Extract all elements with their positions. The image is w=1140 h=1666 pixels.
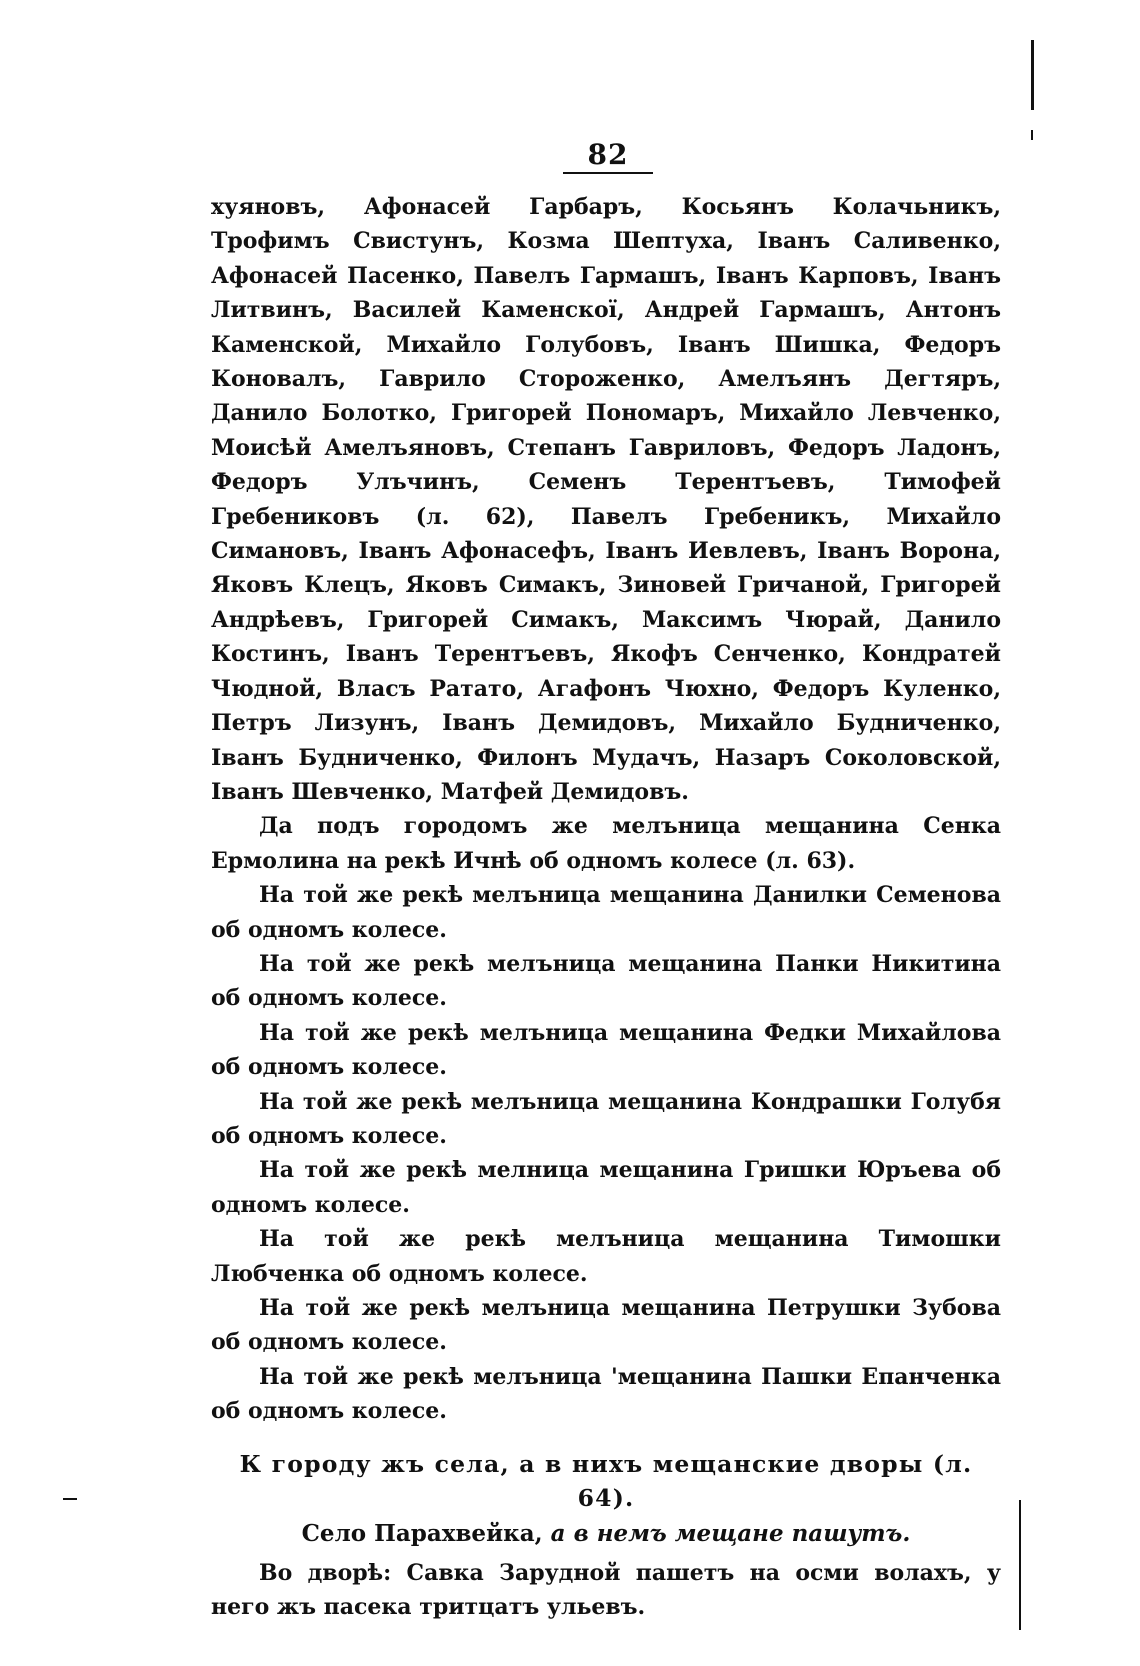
section-heading: К городу жъ села, а в нихъ мещанские дворы (л. 64).: [239, 1449, 973, 1513]
village-name: Село Парахвейка,: [301, 1520, 543, 1548]
scan-edge-mark-bottom: [1019, 1500, 1021, 1630]
mill-paragraph-4: На той же рекѣ мелъница мещанина Федки Михайлова об одномъ колесе.: [211, 1019, 1001, 1081]
mill-paragraph-9: На той же рекѣ мелъница 'мещанина Пашки Епанченка об одномъ колесе.: [211, 1363, 1001, 1425]
household-paragraph: Во дворѣ: Савка Зарудной пашетъ на осми волахъ, у него жъ пасека тритцатъ ульевъ.: [211, 1559, 1001, 1621]
page-number-rule: [563, 172, 653, 174]
scan-edge-mark-top: [1031, 40, 1034, 110]
mill-paragraph-8: На той же рекѣ мелъница мещанина Петрушки Зубова об одномъ колесе.: [211, 1295, 1001, 1356]
mill-paragraph-5: На той же рекѣ мелъница мещанина Кондрашки Голубя об одномъ колесе.: [211, 1088, 1001, 1149]
village-subtitle: а в немъ мещане пашутъ.: [550, 1520, 911, 1548]
mill-paragraph-2: На той же рекѣ мелъница мещанина Данилки Семенова об одномъ колесе.: [211, 882, 1001, 943]
main-text: [211, 190, 1001, 1625]
village-heading: [211, 1517, 1001, 1551]
mill-paragraph-3: На той же рекѣ мелъница мещанина Панки Никитина об одномъ колесе.: [211, 950, 1001, 1012]
scan-edge-mark-left: [63, 1498, 77, 1500]
page-number: 82: [587, 138, 629, 171]
scan-edge-mark-small: [1031, 130, 1033, 140]
name-list-paragraph: хуяновъ, Афонасей Гарбаръ, Косьянъ Колачьникъ, Трофимъ Свистунъ, Козма Шептуха, Іванъ Саливенко, Афонасей Пасенко, Павелъ Гармашъ, Іванъ Карповъ, Іванъ Литвинъ, Василей Каменскої, Андрей Гармашъ, Антонъ Каменской, Михайло Голубовъ, Іванъ Шишка, Федоръ Коновалъ, Гаврило Стороженко, Амелъянъ Дегтяръ, Данило Болотко, Григорей Пономаръ, Михайло Левченко, Моисѣй Амелъяновъ, Степанъ Гавриловъ, Федоръ Ладонъ, Федоръ Улъчинъ, Семенъ Терентъевъ, Тимофей Гребениковъ (л. 62), Павелъ Гребеникъ, Михайло Симановъ, Іванъ Афонасефъ, Іванъ Иевлевъ, Іванъ Ворона, Яковъ Клецъ, Яковъ Симакъ, Зиновей Гричаной, Григорей Андрѣевъ, Григорей Симакъ, Максимъ Чюрай, Данило Костинъ, Іванъ Терентъевъ, Якофъ Сенченко, Кондратей Чюдной, Власъ Ратато, Агафонъ Чюхно, Федоръ Куленко, Петръ Лизунъ, Іванъ Демидовъ, Михайло Будниченко, Іванъ Будниченко, Филонъ Мудачъ, Назаръ Соколовской, Іванъ Шевченко, Матфей Демидовъ.: [211, 194, 1001, 805]
mill-paragraph-6: На той же рекѣ мелница мещанина Гришки Юръева об одномъ колесе.: [211, 1157, 1001, 1218]
mill-paragraph-7: На той же рекѣ мелъница мещанина Тимошки Любченка об одномъ колесе.: [211, 1226, 1001, 1287]
mill-paragraph-1: Да подъ городомъ же мелъница мещанина Сенка Ермолина на рекѣ Ичнѣ об одномъ колесе (л. 63).: [211, 813, 1001, 874]
